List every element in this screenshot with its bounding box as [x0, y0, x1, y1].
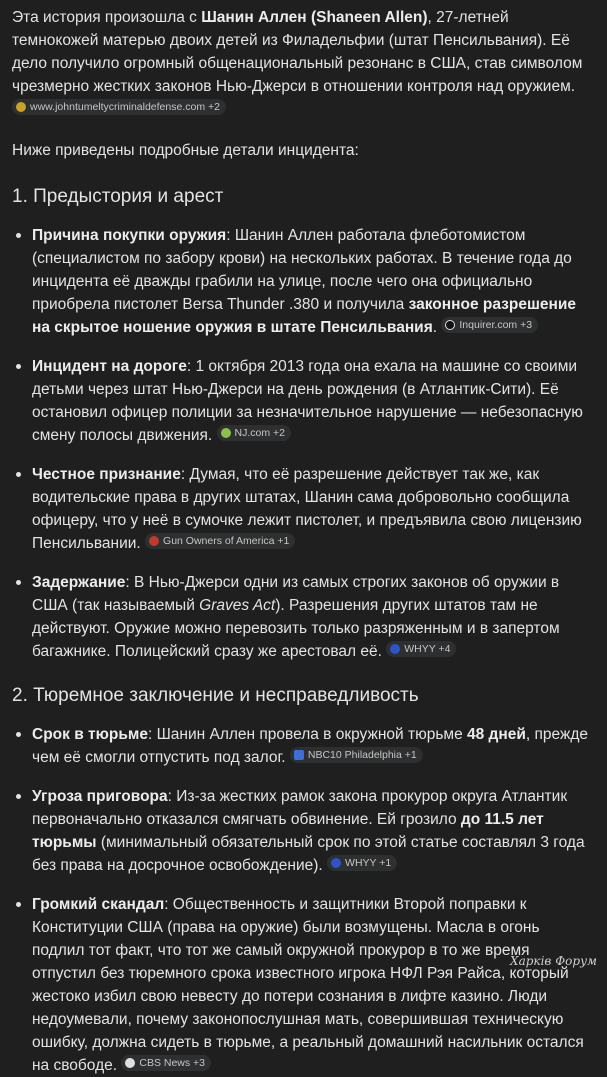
intro-paragraph: Эта история произошла с Шанин Аллен (Shaneen Allen), 27-летней темнокожей матерью двоих детей из Филадельфии (штат Пенсильвания). Её дело получило огромный общенациональный резонанс в США, став символом чрезмерно жестких законов Нью-Джерси в отношении контроля над оружием. www.johntumeltycriminaldefense.com +2 [12, 9, 583, 113]
source-chip[interactable]: CBS News +3 [121, 1055, 211, 1071]
source-favicon-icon [16, 102, 26, 112]
section-list-background [12, 224, 593, 663]
section-heading-background: 1. Предыстория и арест [12, 186, 224, 207]
source-chip[interactable]: www.johntumeltycriminaldefense.com +2 [12, 99, 226, 115]
list-item: Угроза приговора: Из-за жестких рамок закона прокурор округа Атлантик первоначально отказался смягчать обвинение. Ей грозило до 11.5 лет тюрьмы (минимальный обязательный срок по этой статье составлял 3 года без права на досрочное освобождение). WHYY +1 [12, 785, 593, 877]
source-favicon-icon [331, 858, 341, 868]
list-item: Срок в тюрьме: Шанин Аллен провела в окружной тюрьме 48 дней, прежде чем её смогли отпустить под залог. NBC10 Philadelphia +1 [12, 723, 593, 769]
section-list-prison [12, 723, 593, 1077]
list-item: Инцидент на дороге: 1 октября 2013 года она ехала на машине со своими детьми через штат Нью-Джерси на день рождения (в Атлантик-Сити). Её остановил офицер полиции за незначительное нарушение — небезопасную смену полосы движения. NJ.com +2 [12, 355, 593, 447]
forum-watermark: Харків Форум [510, 954, 597, 968]
source-favicon-icon [294, 750, 304, 760]
source-chip[interactable]: Gun Owners of America +1 [145, 533, 295, 549]
list-item: Задержание: В Нью-Джерси одни из самых строгих законов об оружии в США (так называемый Graves Act). Разрешения других штатов там не действуют. Оружие можно перевозить только разряженным и в запертом багажнике. Полицейский сразу же арестовал её. WHYY +4 [12, 571, 593, 663]
source-favicon-icon [149, 536, 159, 546]
source-chip[interactable]: WHYY +4 [386, 641, 456, 657]
source-favicon-icon [390, 644, 400, 654]
list-item: Причина покупки оружия: Шанин Аллен работала флеботомистом (специалистом по забору крови) на нескольких работах. В течение года до инцидента её дважды грабили на улице, после чего она официально приобрела пистолет Bersa Thunder .380 и получила законное разрешение на скрытое ношение оружия в штате Пенсильвания. Inquirer.com +3 [12, 224, 593, 339]
source-favicon-icon [221, 428, 231, 438]
list-item: Честное признание: Думая, что её разрешение действует так же, как водительские права в других штатах, Шанин сама добровольно сообщила офицеру, что у неё в сумочке лежит пистолет, и предъявила свою лицензию Пенсильвании. Gun Owners of America +1 [12, 463, 593, 555]
source-favicon-icon [445, 320, 455, 330]
source-favicon-icon [125, 1058, 135, 1068]
source-chip[interactable]: NBC10 Philadelphia +1 [290, 747, 423, 763]
list-item: Громкий скандал: Общественность и защитники Второй поправки к Конституции США (права на оружие) были возмущены. Масла в огонь подлил тот факт, что тот же самый окружной прокурор в то же время отпустил без тюремного срока известного игрока НФЛ Рэя Райса, который жестоко избил свою невесту до потери сознания в лифте казино. Люди недоумевали, почему законопослушная мать, совершившая техническую ошибку, должна сидеть в тюрьме, а реальный домашний насильник остался на свободе. CBS News +3 [12, 893, 593, 1077]
source-chip[interactable]: WHYY +1 [327, 855, 397, 871]
source-chip[interactable]: Inquirer.com +3 [441, 317, 538, 333]
lead-paragraph: Ниже приведены подробные детали инцидента: [12, 142, 359, 159]
source-chip[interactable]: NJ.com +2 [217, 425, 291, 441]
person-name: Шанин Аллен (Shaneen Allen) [201, 9, 428, 26]
section-heading-prison: 2. Тюремное заключение и несправедливость [12, 685, 419, 706]
